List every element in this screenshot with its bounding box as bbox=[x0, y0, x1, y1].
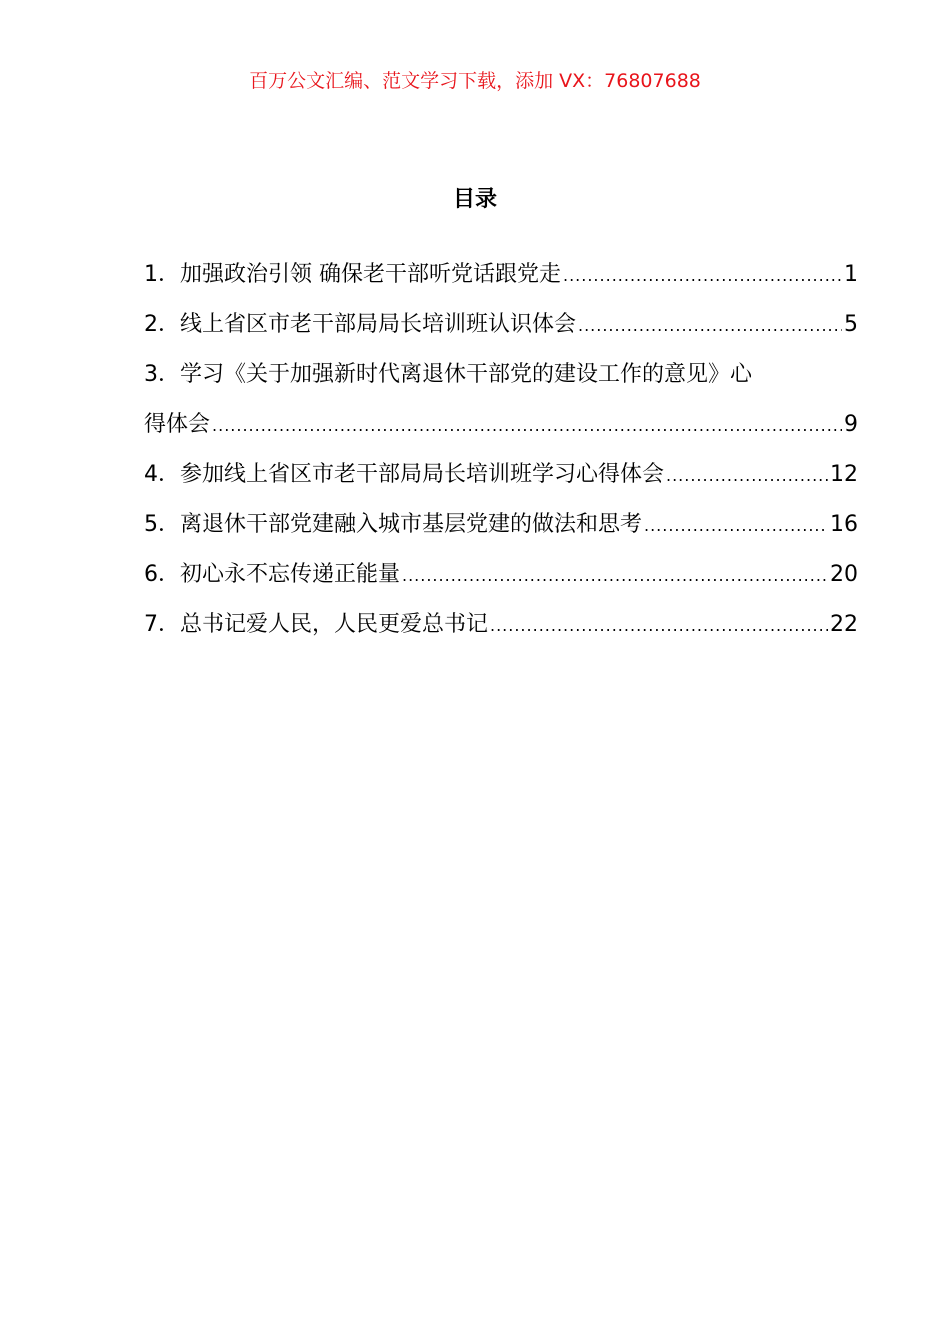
header-watermark-note: 百万公文汇编、范文学习下载，添加 VX：76807688 bbox=[249, 70, 701, 92]
toc-entry[interactable] bbox=[144, 557, 858, 593]
toc-entry-page: 16 bbox=[830, 512, 858, 537]
toc-entry-page: 22 bbox=[830, 612, 858, 637]
toc-entry[interactable] bbox=[144, 307, 858, 343]
toc-entry-title: 2．线上省区市老干部局局长培训班认识体会 bbox=[144, 312, 576, 337]
table-of-contents bbox=[144, 257, 858, 657]
toc-dot-leader bbox=[402, 558, 828, 594]
toc-dot-leader bbox=[490, 608, 828, 644]
toc-entry[interactable] bbox=[144, 607, 858, 643]
toc-entry[interactable] bbox=[144, 257, 858, 293]
toc-entry-page: 1 bbox=[844, 262, 858, 287]
toc-dot-leader bbox=[644, 508, 828, 544]
toc-entry-page: 12 bbox=[830, 462, 858, 487]
toc-dot-leader bbox=[212, 408, 842, 444]
toc-entry-title: 7．总书记爱人民，人民更爱总书记 bbox=[144, 612, 488, 637]
toc-entry[interactable] bbox=[144, 357, 858, 443]
toc-dot-leader bbox=[563, 258, 842, 294]
toc-dot-leader bbox=[666, 458, 828, 494]
toc-dot-leader bbox=[578, 308, 842, 344]
toc-entry-title: 1．加强政治引领 确保老干部听党话跟党走 bbox=[144, 262, 561, 287]
toc-entry-page: 9 bbox=[844, 412, 858, 437]
toc-entry-title: 4．参加线上省区市老干部局局长培训班学习心得体会 bbox=[144, 462, 664, 487]
toc-entry-page: 5 bbox=[844, 312, 858, 337]
toc-entry-title: 5．离退休干部党建融入城市基层党建的做法和思考 bbox=[144, 512, 642, 537]
toc-entry[interactable] bbox=[144, 507, 858, 543]
toc-entry-page: 20 bbox=[830, 562, 858, 587]
page-title: 目录 bbox=[452, 187, 497, 212]
toc-entry-title-line1: 3．学习《关于加强新时代离退休干部党的建设工作的意见》心 bbox=[144, 362, 752, 387]
toc-entry-title: 6．初心永不忘传递正能量 bbox=[144, 562, 400, 587]
toc-entry-title-line2: 得体会 bbox=[144, 412, 211, 437]
toc-entry[interactable] bbox=[144, 457, 858, 493]
